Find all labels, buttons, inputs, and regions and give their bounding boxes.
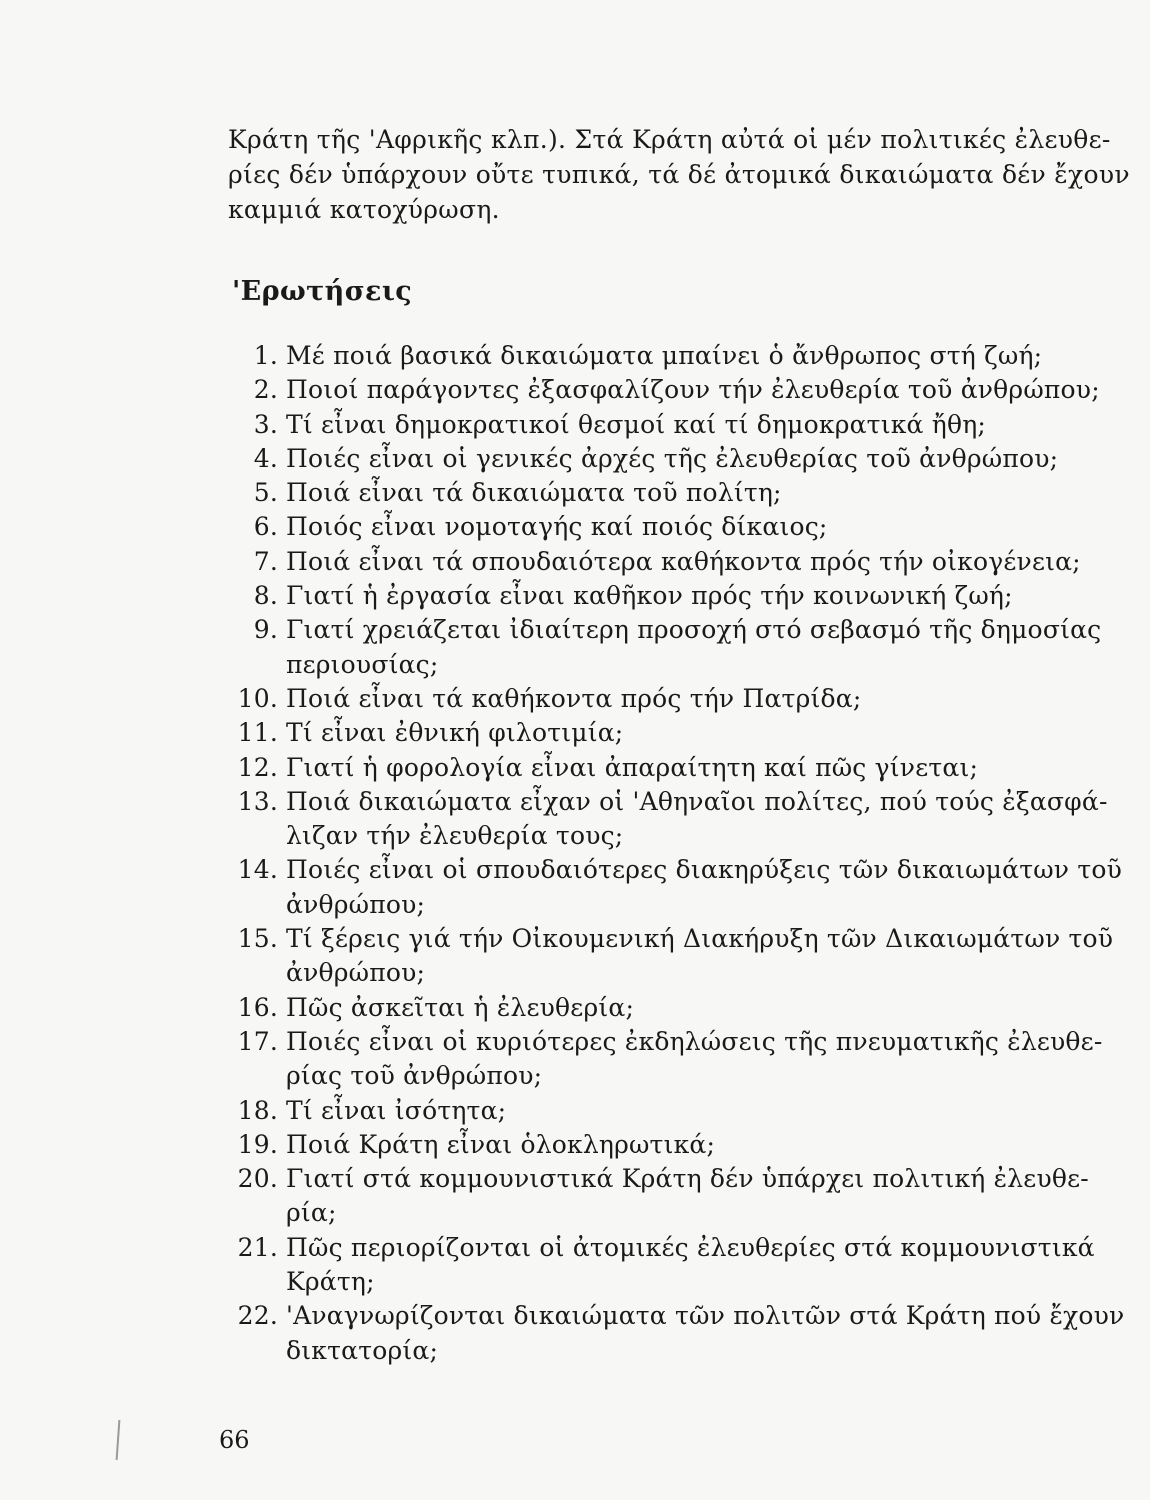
question-text (286, 510, 1092, 544)
question-number: 8. (253, 581, 278, 611)
question-item (222, 613, 1102, 682)
question-item (222, 1299, 1125, 1368)
page-number: 66 (219, 1426, 250, 1454)
question-number: 16. (237, 992, 278, 1022)
question-text (286, 373, 1100, 407)
intro-line: ρίες δέν ὑπάρχουν οὔτε τυπικά, τά δέ ἀτομικά δικαιώματα δέν ἔχουν (228, 160, 1130, 189)
question-line: ρία; (286, 1198, 337, 1228)
question-number: 2. (253, 375, 278, 405)
question-line: Ποιές εἶναι οἱ σπουδαιότερες διακηρύξεις τῶν δικαιωμάτων τοῦ (286, 855, 1123, 885)
question-number: 13. (237, 786, 278, 816)
question-line: Πῶς περιορίζονται οἱ ἀτομικές ἐλευθερίες στά κομμουνιστικά (286, 1232, 1095, 1262)
question-text (286, 682, 1092, 716)
question-text (286, 1094, 1092, 1128)
question-line: Ποιά Κράτη εἶναι ὁλοκληρωτικά; (286, 1129, 716, 1159)
question-line: Ποιά εἶναι τά σπουδαιότερα καθήκοντα πρός τήν οἰκογένεια; (286, 546, 1081, 576)
question-line: Ποιός εἶναι νομοταγής καί ποιός δίκαιος; (286, 512, 828, 542)
question-line: Τί ξέρεις γιά τήν Οἰκουμενική Διακήρυξη τῶν Δικαιωμάτων τοῦ (286, 924, 1114, 954)
question-text (286, 408, 1092, 442)
question-number: 20. (237, 1164, 278, 1194)
question-text (286, 991, 1092, 1025)
question-line: Τί εἶναι ἐθνική φιλοτιμία; (286, 718, 624, 748)
question-item (222, 922, 1114, 991)
question-text (286, 751, 1092, 785)
question-item (222, 510, 1092, 544)
question-number: 12. (237, 752, 278, 782)
question-line: Γιατί χρειάζεται ἰδιαίτερη προσοχή στό σεβασμό τῆς δημοσίας (286, 615, 1102, 645)
questions-heading: 'Ερωτήσεις (232, 276, 413, 307)
question-item (222, 1094, 1092, 1128)
question-item (222, 1162, 1092, 1231)
question-number: 5. (253, 478, 278, 508)
question-number: 7. (253, 546, 278, 576)
question-number: 3. (253, 409, 278, 439)
question-line: ρίας τοῦ ἀνθρώπου; (286, 1061, 543, 1091)
question-number: 15. (237, 924, 278, 954)
question-text (286, 579, 1092, 613)
question-line: λιζαν τήν ἐλευθερία τους; (286, 821, 624, 851)
question-number: 19. (237, 1129, 278, 1159)
question-number: 10. (237, 683, 278, 713)
question-number: 11. (237, 718, 278, 748)
question-item (222, 785, 1108, 854)
question-line: Ποιά εἶναι τά καθήκοντα πρός τήν Πατρίδα; (286, 683, 862, 713)
question-line: Ποιές εἶναι οἱ γενικές ἀρχές τῆς ἐλευθερίας τοῦ ἀνθρώπου; (286, 443, 1059, 473)
question-number: 18. (237, 1095, 278, 1125)
question-item (222, 442, 1092, 476)
question-text (286, 716, 1092, 750)
question-line: Ποιοί παράγοντες ἐξασφαλίζουν τήν ἐλευθερία τοῦ ἀνθρώπου; (286, 375, 1100, 405)
question-text (286, 1162, 1092, 1231)
question-line: Ποιά εἶναι τά δικαιώματα τοῦ πολίτη; (286, 478, 782, 508)
question-item (222, 853, 1123, 922)
intro-paragraph (228, 122, 1130, 227)
question-item (222, 476, 1092, 510)
question-text (286, 476, 1092, 510)
question-text (286, 613, 1101, 682)
question-line: 'Αναγνωρίζονται δικαιώματα τῶν πολιτῶν στά Κράτη πού ἔχουν (286, 1301, 1125, 1331)
question-line: Ποιές εἶναι οἱ κυριότερες ἐκδηλώσεις τῆς πνευματικῆς ἐλευθε- (286, 1026, 1103, 1056)
question-item (222, 682, 1092, 716)
question-number: 17. (237, 1026, 278, 1056)
question-line: ἀνθρώπου; (286, 889, 426, 919)
question-item (222, 1231, 1095, 1300)
question-item (222, 545, 1092, 579)
question-line: Ποιά δικαιώματα εἶχαν οἱ 'Αθηναῖοι πολίτες, πού τούς ἐξασφά- (286, 786, 1108, 816)
question-line: ἀνθρώπου; (286, 958, 426, 988)
question-item (222, 991, 1092, 1025)
question-number: 21. (237, 1232, 278, 1262)
questions-list (222, 339, 1125, 1368)
margin-mark (116, 1420, 121, 1460)
question-text (286, 339, 1092, 373)
question-line: Τί εἶναι ἰσότητα; (286, 1095, 507, 1125)
question-line: περιουσίας; (286, 649, 439, 679)
question-text (286, 1128, 1092, 1162)
question-line: Τί εἶναι δημοκρατικοί θεσμοί καί τί δημοκρατικά ἤθη; (286, 409, 986, 439)
question-text (286, 1025, 1102, 1094)
question-text (286, 785, 1108, 854)
question-item (222, 1025, 1103, 1094)
question-number: 9. (253, 615, 278, 645)
question-text (286, 1231, 1095, 1300)
intro-line: Κράτη τῆς 'Αφρικῆς κλπ.). Στά Κράτη αὐτά οἱ μέν πολιτικές ἐλευθε- (228, 125, 1111, 154)
question-number: 6. (253, 512, 278, 542)
question-number: 22. (237, 1301, 278, 1331)
question-text (286, 442, 1092, 476)
question-line: Μέ ποιά βασικά δικαιώματα μπαίνει ὁ ἄνθρωπος στή ζωή; (286, 341, 1043, 370)
question-item (222, 339, 1092, 373)
question-text (286, 545, 1092, 579)
question-item (222, 716, 1092, 750)
question-number: 14. (237, 855, 278, 885)
question-item (222, 1128, 1092, 1162)
question-item (222, 579, 1092, 613)
question-number: 4. (253, 443, 278, 473)
question-item (222, 408, 1092, 442)
intro-line: καμμιά κατοχύρωση. (228, 195, 500, 224)
question-text (286, 922, 1113, 991)
question-line: Πῶς ἀσκεῖται ἡ ἐλευθερία; (286, 992, 635, 1022)
question-line: δικτατορία; (286, 1335, 439, 1365)
question-item (222, 373, 1100, 407)
question-number: 1. (253, 341, 278, 370)
question-line: Γιατί ἡ φορολογία εἶναι ἀπαραίτητη καί πῶς γίνεται; (286, 752, 979, 782)
question-item (222, 751, 1092, 785)
question-text (286, 1299, 1124, 1368)
question-text (286, 853, 1122, 922)
question-line: Γιατί ἡ ἐργασία εἶναι καθῆκον πρός τήν κοινωνική ζωή; (286, 581, 1013, 611)
question-line: Κράτη; (286, 1267, 375, 1297)
question-line: Γιατί στά κομμουνιστικά Κράτη δέν ὑπάρχει πολιτική ἐλευθε- (286, 1164, 1089, 1194)
